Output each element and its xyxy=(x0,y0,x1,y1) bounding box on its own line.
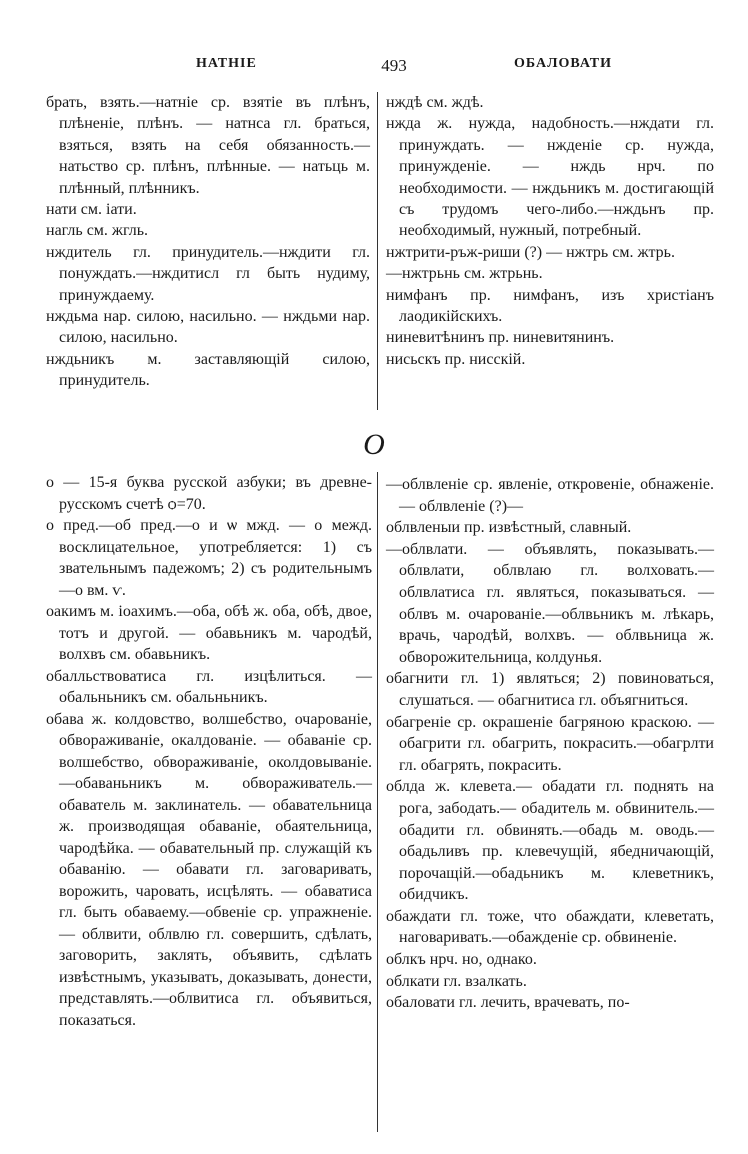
column-top-right xyxy=(386,92,714,370)
page-number: 493 xyxy=(381,56,407,75)
entry: облкати гл. взалкать. xyxy=(386,972,527,990)
entry: оакимъ м. іоахимъ.—оба, обѣ ж. оба, обѣ, двое, тотъ и другой. — обавьникъ м. чародѣй, волхвъ см. обавьникъ. xyxy=(46,603,372,663)
entry: обалльствоватиса гл. изцѣлиться. — обальньникъ см. обальньникъ. xyxy=(46,667,372,706)
entry: нждьникъ м. заставляющій силою, принудитель. xyxy=(46,350,370,390)
entry: облда ж. клевета.— обадати гл. поднять на рога, забодать.— обадитель м. обвинитель.— обадити гл. обвинять.—обадь м. оводь.—обадьливъ пр. клевечущій, ябедничающій, порочащій.—обадьникъ м. клеветникъ, обидчикъ. xyxy=(386,778,714,904)
column-bottom-left xyxy=(46,472,372,1031)
entry: о — 15-я буква русской азбуки; въ древне-русскомъ счетѣ ѻ=70. xyxy=(46,474,372,513)
entry: облвленыи пр. извѣстный, славный. xyxy=(386,519,632,537)
entry: обагреніе ср. окрашеніе багряною краскою. — обагрити гл. обагрить, покрасить.—обагрлти гл. обагрять, покрасить. xyxy=(386,713,714,774)
entry: нимфанъ пр. нимфанъ, изъ христіанъ лаодикійскихъ. xyxy=(386,286,714,326)
column-top-left xyxy=(46,92,370,392)
running-head-left: НАТНІЕ xyxy=(196,56,257,71)
entry: облкъ нрч. но, однако. xyxy=(386,951,537,969)
running-head-right: ОБАЛОВАТИ xyxy=(514,56,612,71)
entry: —нжтрьнь см. жтрьнь. xyxy=(386,265,543,283)
entry: нжда ж. нужда, надобность.—нждати гл. принуждать. — нжденіе ср. нужда, принужденіе. — нждь нрч. по необходимости. — нждьникъ м. достигающій съ трудомъ чего-либо.—нждьнъ пр. необходимый, нужный, потребный. xyxy=(386,115,714,240)
column-bottom-right xyxy=(386,474,714,1014)
entry: нати см. іати. xyxy=(46,201,137,219)
column-divider xyxy=(377,472,378,1132)
entry: нждитель гл. принудитель.—нждити гл. понуждать.—нждитисл гл быть нудиму, принуждаему. xyxy=(46,243,370,304)
entry: нжтрити-ръж-риши (?) — нжтрь см. жтрь. xyxy=(386,243,675,261)
entry: ниневитѣнинъ пр. ниневитянинъ. xyxy=(386,329,615,347)
entry: нждьма нар. силою, насильно. — нждьми нар. силою, насильно. xyxy=(46,308,370,347)
entry: —облвленіе ср. явленіе, откровеніе, обнаженіе. — облвленіе (?)— xyxy=(386,476,714,515)
entry: брать, взять.—натніе ср. взятіе въ плѣнъ, плѣненіе, плѣнъ. — натнса гл. браться, взяться, взять на себя обязанность.—натьство ср. плѣнъ, плѣнные. — натьць м. плѣнный, плѣнникъ. xyxy=(46,94,370,197)
entry: нисьскъ пр. нисскій. xyxy=(386,350,526,368)
entry: нждѣ см. ждѣ. xyxy=(386,94,484,111)
column-divider xyxy=(377,92,378,410)
entry: о пред.—об пред.—о и ѡ мжд. — о межд. восклицательное, употребляется: 1) съ звательнымъ падежомъ; 2) съ родительнымъ—о вм. ѵ. xyxy=(46,517,372,599)
entry: нагль см. жгль. xyxy=(46,222,149,240)
page-header xyxy=(44,56,704,78)
entry: обаловати гл. лечить, врачевать, по- xyxy=(386,994,630,1012)
section-letter: О xyxy=(363,428,385,461)
entry: —облвлати. — объявлять, показывать.—облвлати, облвлаю гл. волховать.—облвлатиса гл. являться, показываться. — облвъ м. очарованіе.—облвьникъ м. лѣкарь, врачь, чародѣй, волхвъ. — облвьница ж. обворожительница, колдунья. xyxy=(386,540,714,666)
entry: обагнити гл. 1) являться; 2) повиноваться, слушаться. — обагнитиса гл. объягниться. xyxy=(386,670,714,709)
entry: обаждати гл. тоже, что обаждати, клеветать, наговаривать.—обажденіе ср. обвиненіе. xyxy=(386,907,714,947)
entry: обава ж. колдовство, волшебство, очарованіе, обвораживаніе, окалдованіе. — обаваніе ср. волшебство, обвораживаніе, околдовываніе.—обаваньникъ м. обвораживатель.—обаватель м. заклинатель. — обавательница ж. производящая обаваніе, обаятельница, чародѣйка. — обавательный пр. служащій къ обаванію. — обавати гл. заговаривать, ворожить, чаровать, исцѣлять. — обаватиса гл. быть обаваему.—обвеніе ср. упражненіе. — облвити, облвлю гл. совершить, сдѣлать, заговорить, заклять, объявить, сдѣлать извѣстнымъ, указывать, доказывать, донести, представлять.—облвитиса гл. объявиться, показаться. xyxy=(46,710,372,1029)
